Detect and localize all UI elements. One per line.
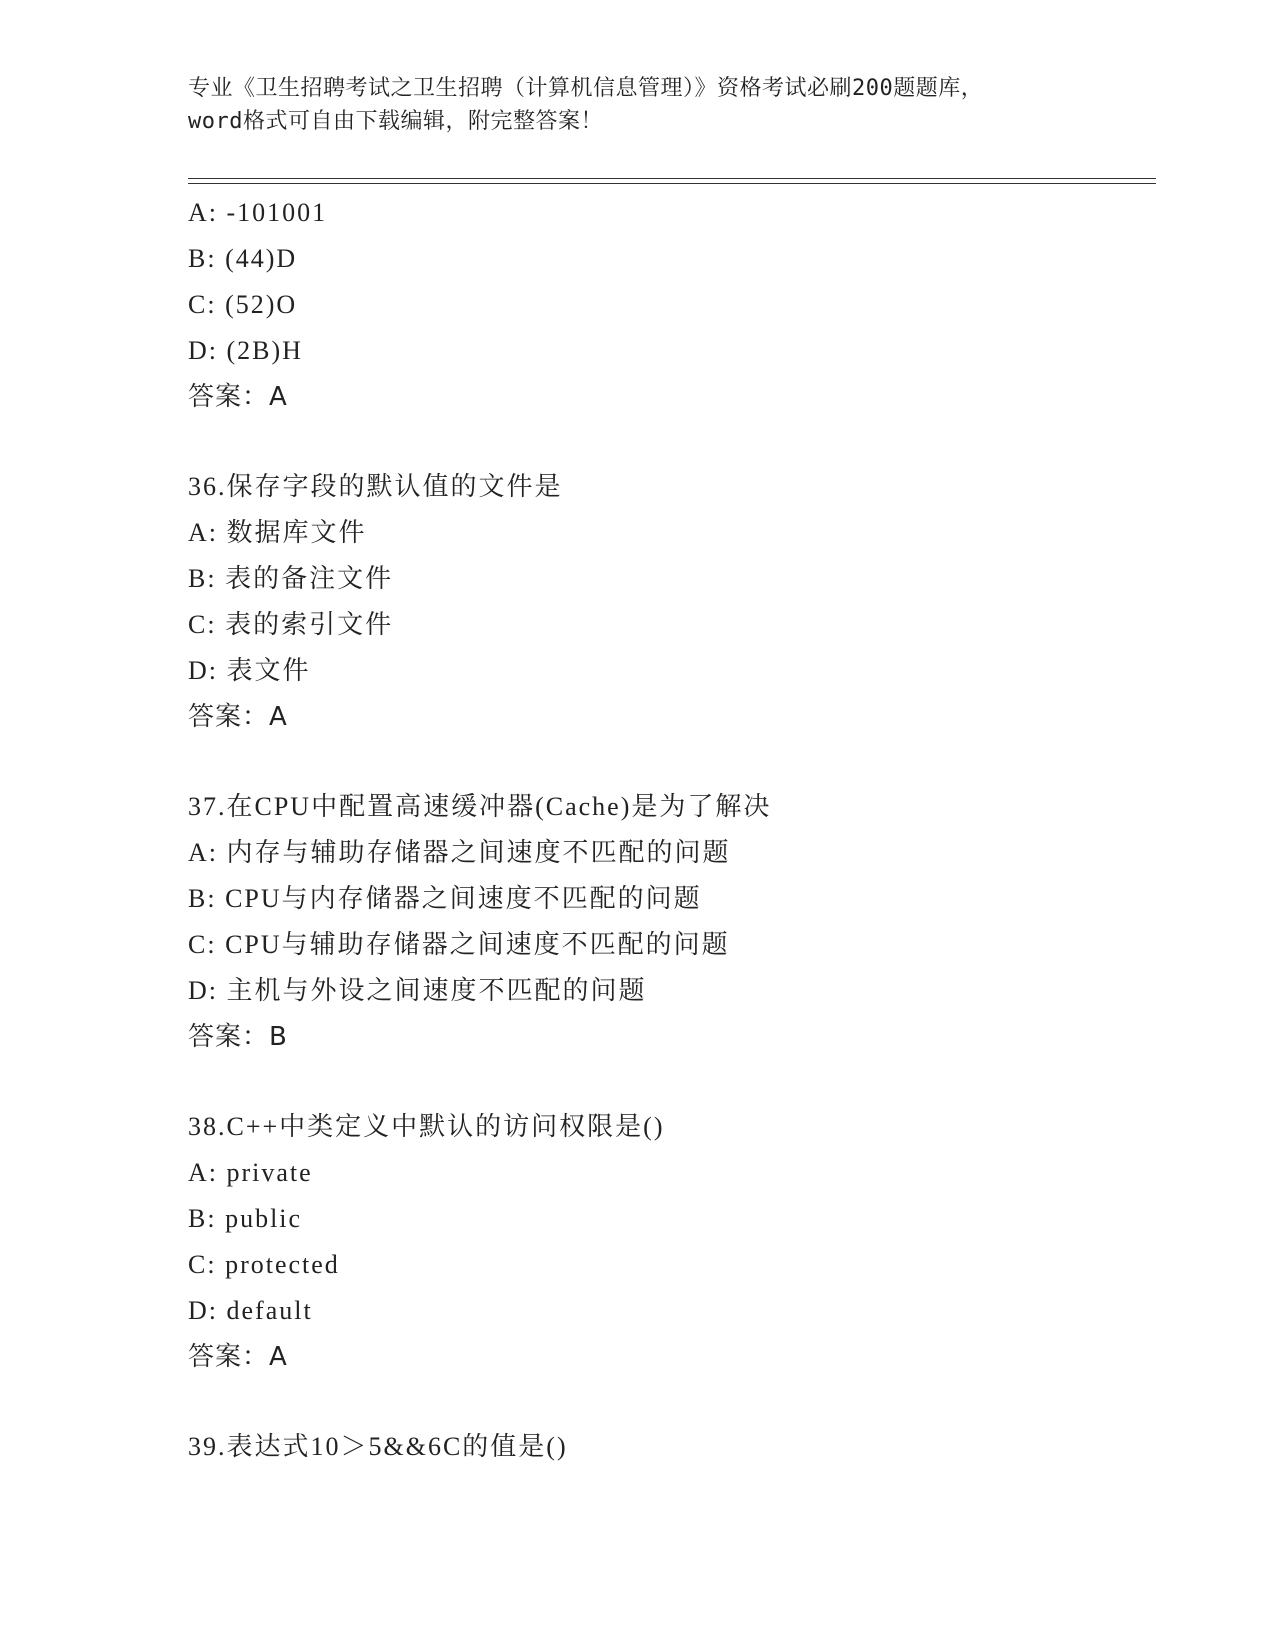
answer: 答案：A xyxy=(188,382,288,412)
option-d: D: default xyxy=(188,1296,313,1325)
spacer xyxy=(188,1060,1148,1104)
option-c: C: 表的索引文件 xyxy=(188,610,394,639)
option-b: B: public xyxy=(188,1204,303,1233)
option-c: C: (52)O xyxy=(188,290,298,319)
question-stem: 36.保存字段的默认值的文件是 xyxy=(188,472,563,501)
spacer xyxy=(188,1380,1148,1424)
question-stem: 37.在CPU中配置高速缓冲器(Cache)是为了解决 xyxy=(188,792,772,821)
header-line-1: 专业《卫生招聘考试之卫生招聘（计算机信息管理）》资格考试必刷200题题库， xyxy=(188,76,984,101)
option-a: A: private xyxy=(188,1158,313,1187)
question-35-partial xyxy=(188,190,1148,420)
question-stem: 39.表达式10＞5&&6C的值是() xyxy=(188,1432,568,1461)
option-d: D: (2B)H xyxy=(188,336,303,365)
option-d: D: 表文件 xyxy=(188,656,311,685)
header-divider-top xyxy=(188,178,1156,179)
spacer xyxy=(188,420,1148,464)
option-b: B: 表的备注文件 xyxy=(188,564,394,593)
option-b: B: CPU与内存储器之间速度不匹配的问题 xyxy=(188,884,702,913)
question-list xyxy=(188,190,1148,1470)
option-c: C: CPU与辅助存储器之间速度不匹配的问题 xyxy=(188,930,730,959)
header-line-2: word格式可自由下载编辑，附完整答案！ xyxy=(188,109,603,134)
answer: 答案：B xyxy=(188,1022,288,1052)
document-header xyxy=(188,72,1088,138)
answer: 答案：A xyxy=(188,702,288,732)
option-a: A: 内存与辅助存储器之间速度不匹配的问题 xyxy=(188,838,731,867)
option-d: D: 主机与外设之间速度不匹配的问题 xyxy=(188,976,647,1005)
question-39 xyxy=(188,1424,1148,1470)
option-c: C: protected xyxy=(188,1250,340,1279)
answer: 答案：A xyxy=(188,1342,288,1372)
option-a: A: -101001 xyxy=(188,198,328,227)
spacer xyxy=(188,740,1148,784)
header-divider-bottom xyxy=(188,183,1156,184)
question-37 xyxy=(188,784,1148,1060)
option-b: B: (44)D xyxy=(188,244,298,273)
question-38 xyxy=(188,1104,1148,1380)
option-a: A: 数据库文件 xyxy=(188,518,367,547)
question-36 xyxy=(188,464,1148,740)
question-stem: 38.C++中类定义中默认的访问权限是() xyxy=(188,1112,665,1141)
